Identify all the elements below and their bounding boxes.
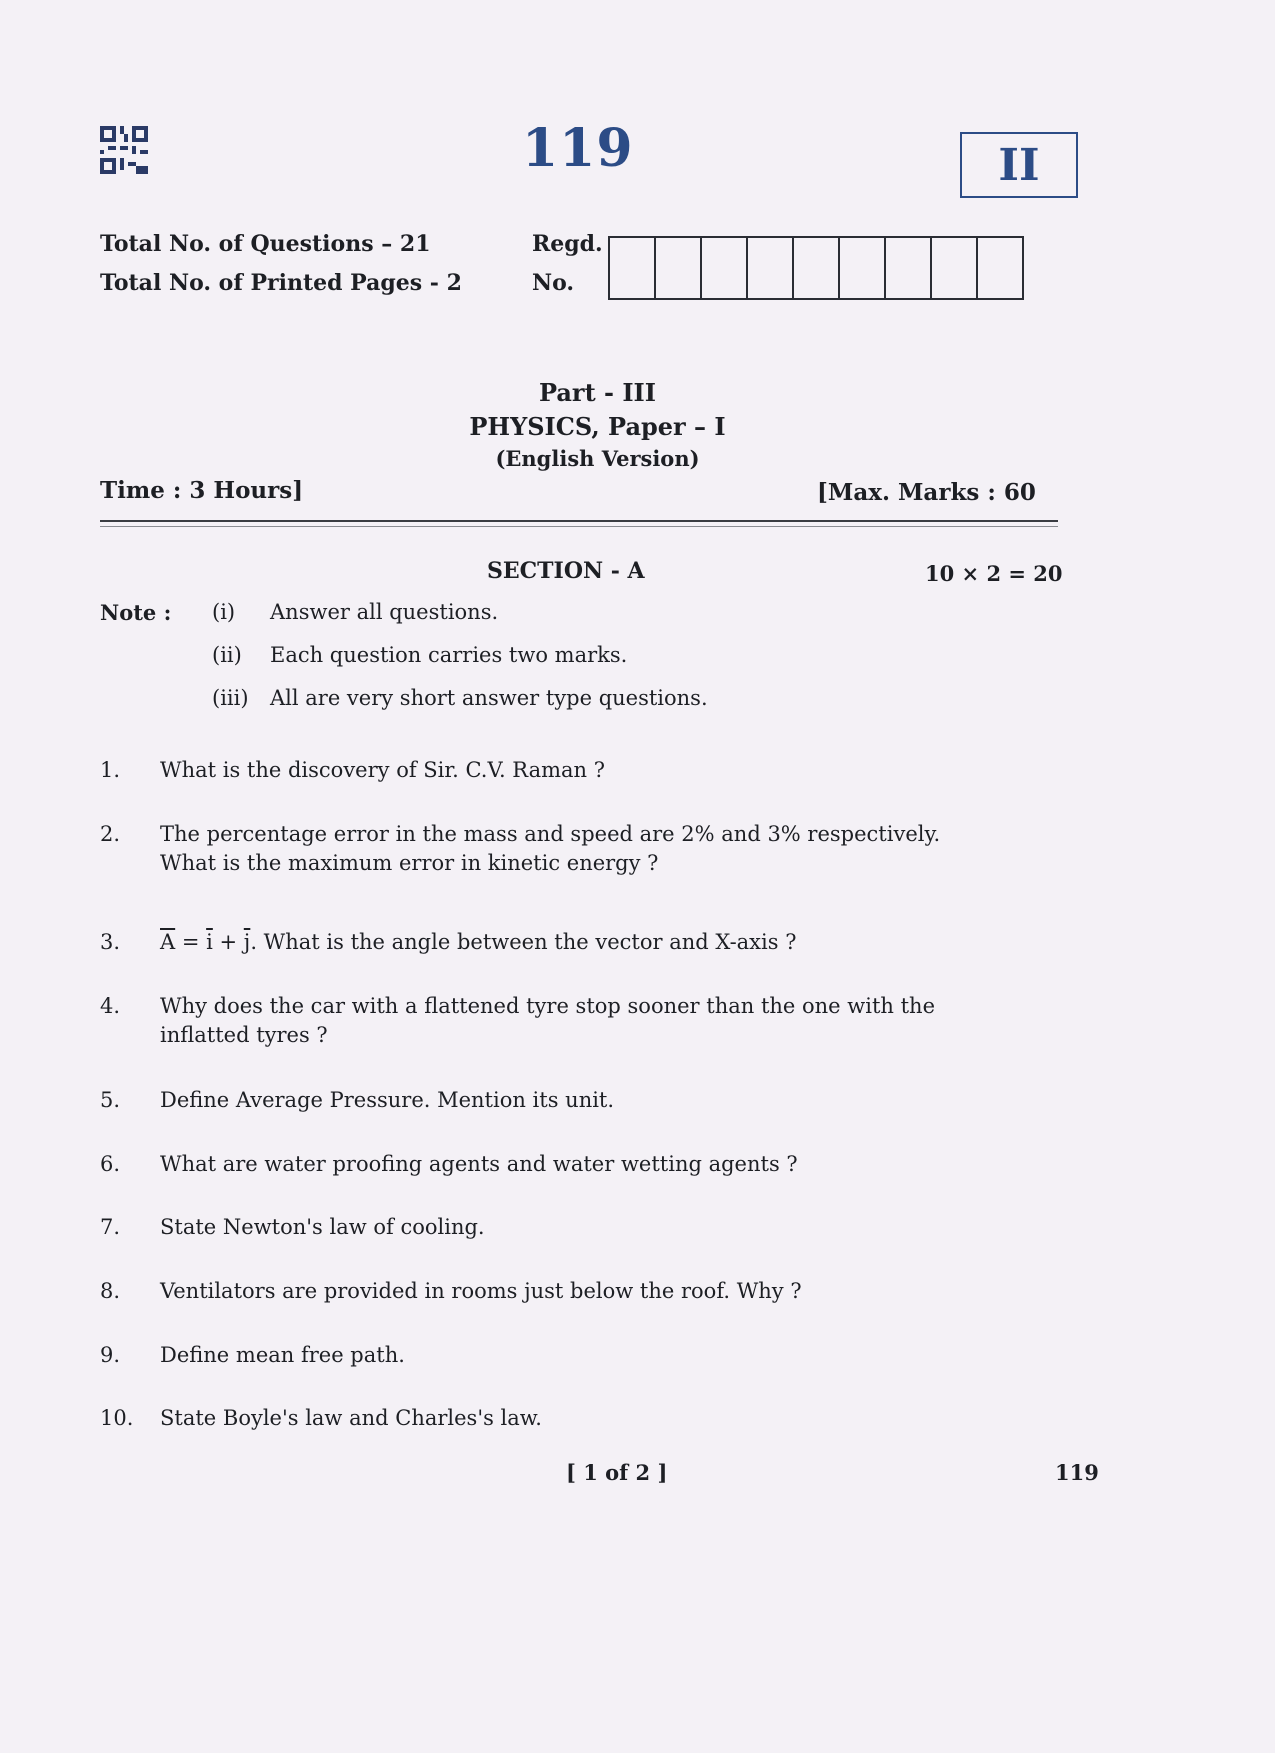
question-number: 3.: [100, 930, 121, 954]
set-number: II: [998, 139, 1040, 191]
time-limit: Time : 3 Hours]: [100, 477, 304, 504]
question-text: What is the discovery of Sir. C.V. Raman ?: [160, 758, 606, 782]
question-number: 2.: [100, 822, 121, 846]
question-text-rest: . What is the angle between the vector and X-axis ?: [250, 930, 797, 954]
total-questions: Total No. of Questions – 21: [100, 231, 431, 257]
question-number: 1.: [100, 758, 121, 782]
question-text: Why does the car with a flattened tyre stop sooner than the one with the: [160, 994, 936, 1018]
note-item: [212, 643, 627, 667]
question-text: Define Average Pressure. Mention its unit.: [160, 1088, 615, 1112]
question-text-continued: inflatted tyres ?: [160, 1023, 328, 1047]
question-number: 8.: [100, 1279, 121, 1303]
regd-box[interactable]: [656, 238, 702, 300]
regd-box[interactable]: [932, 238, 978, 300]
page-number: [ 1 of 2 ]: [566, 1460, 668, 1485]
unit-vector-j: $\overline{j}$: [243, 930, 251, 954]
question-text: Define mean free path.: [160, 1343, 405, 1367]
regd-box[interactable]: [748, 238, 794, 300]
question-text-block: [160, 820, 1060, 878]
section-marks: 10 × 2 = 20: [925, 561, 1063, 586]
note-text: Each question carries two marks.: [270, 643, 628, 667]
question-text-block: [160, 992, 1060, 1050]
question-text: What are water proofing agents and water wetting agents ?: [160, 1152, 798, 1176]
question-number: 5.: [100, 1088, 121, 1112]
question-number: 6.: [100, 1152, 121, 1176]
question-text: The percentage error in the mass and speed are 2% and 3% respectively.: [160, 822, 941, 846]
registration-number-boxes[interactable]: [608, 236, 1024, 300]
version-label: (English Version): [495, 446, 700, 471]
note-label: Note :: [100, 600, 172, 625]
footer-paper-code: 119: [1055, 1460, 1099, 1485]
question-number: 7.: [100, 1215, 121, 1239]
qr-code-icon: [100, 126, 148, 174]
regd-box[interactable]: [978, 238, 1024, 300]
total-pages: Total No. of Printed Pages - 2: [100, 270, 462, 296]
divider: [100, 520, 1058, 522]
question-text: [160, 928, 1060, 957]
part-title: Part - III: [538, 378, 657, 407]
note-number: (i): [212, 600, 236, 624]
note-item: [212, 686, 708, 710]
no-label: No.: [532, 270, 575, 296]
unit-vector-i: $\overline{i}$: [206, 930, 213, 954]
divider: [100, 526, 1058, 527]
note-number: (ii): [212, 643, 242, 667]
regd-box[interactable]: [702, 238, 748, 300]
regd-label: Regd.: [532, 231, 603, 257]
vector-a: $\overline{A}$: [160, 930, 176, 954]
regd-box[interactable]: [610, 238, 656, 300]
section-title: SECTION - A: [487, 558, 645, 584]
note-text: All are very short answer type questions.: [270, 686, 708, 710]
question-text: State Newton's law of cooling.: [160, 1215, 485, 1239]
question-number: 9.: [100, 1343, 121, 1367]
question-number: 4.: [100, 994, 121, 1018]
note-item: [212, 600, 498, 624]
note-number: (iii): [212, 686, 249, 710]
set-number-box: [960, 132, 1078, 198]
regd-box[interactable]: [840, 238, 886, 300]
plus-sign: +: [212, 930, 244, 954]
regd-box[interactable]: [794, 238, 840, 300]
regd-box[interactable]: [886, 238, 932, 300]
subject-title: PHYSICS, Paper – I: [469, 412, 726, 441]
question-number: 10.: [100, 1406, 134, 1430]
max-marks: [Max. Marks : 60: [817, 479, 1036, 506]
equals-sign: =: [175, 930, 207, 954]
question-text: State Boyle's law and Charles's law.: [160, 1406, 542, 1430]
question-text: Ventilators are provided in rooms just below the roof. Why ?: [160, 1279, 802, 1303]
note-text: Answer all questions.: [270, 600, 499, 624]
paper-code: 119: [522, 118, 634, 179]
question-text-continued: What is the maximum error in kinetic energy ?: [160, 851, 659, 875]
